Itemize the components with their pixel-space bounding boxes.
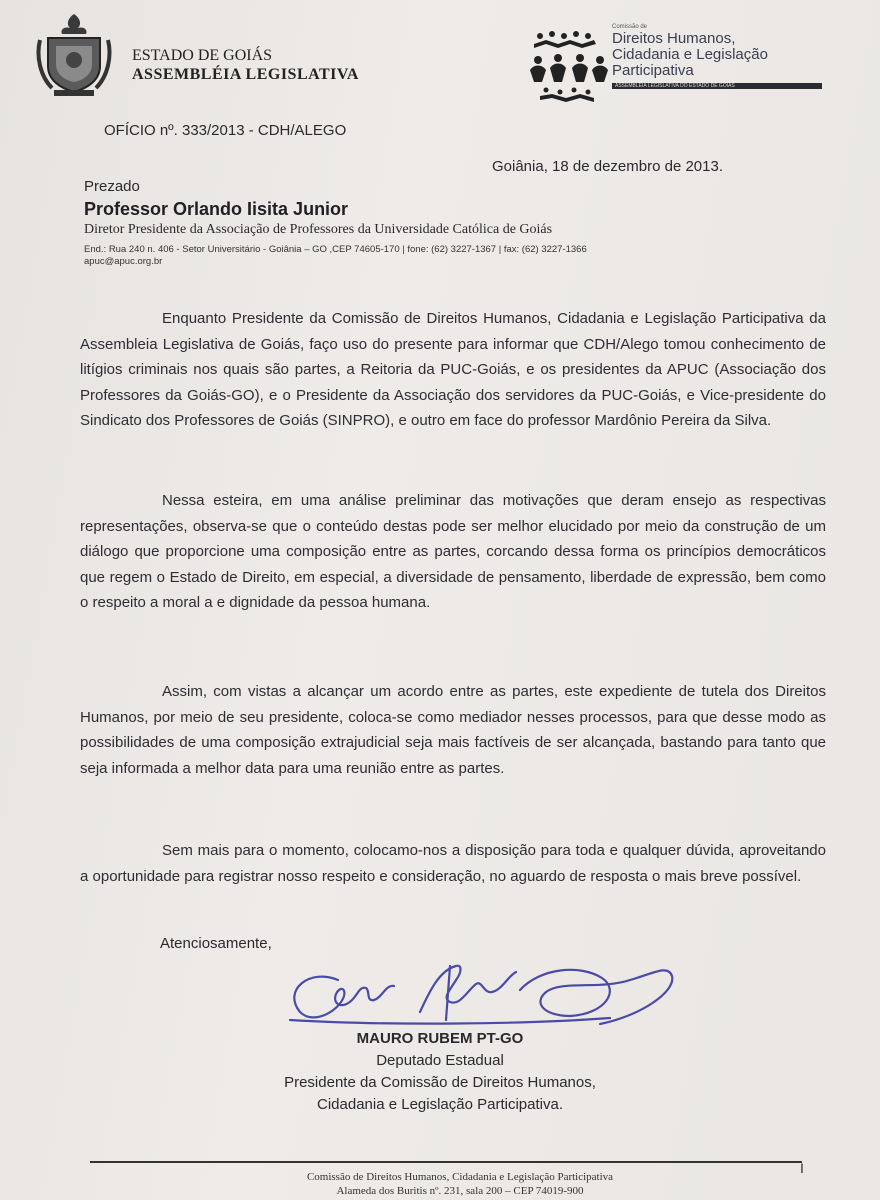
commission-bar: ASSEMBLEIA LEGISLATIVA DO ESTADO DE GOIÁS	[612, 83, 822, 89]
letter-paragraph-1	[80, 306, 826, 434]
addressee-position: Diretor Presidente da Associação de Professores da Universidade Católica de Goiás	[84, 222, 553, 237]
paragraph-text: Nessa esteira, em uma análise preliminar das motivações que deram ensejo as respectivas representações, observa-se que o conteúdo destas pode ser melhor elucidado por meio da construção de um diálogo que proporcione uma composição entre as partes, corcando dessa forma os princípios democráticos que regem o Estado de Direito, em especial, a diversidade de pensamento, liberdade de expressão, bem como o respeito a moral a e dignidade da pessoa humana.	[80, 492, 826, 611]
signatory-name: MAURO RUBEM PT-GO	[356, 1030, 524, 1047]
commission-people-logo-icon	[526, 26, 616, 104]
footer-line-1: Comissão de Direitos Humanos, Cidadania e Legislação Participativa	[306, 1171, 614, 1183]
footer-line-2: Alameda dos Buritis nº. 231, sala 200 – CEP 74019-900	[336, 1185, 584, 1197]
paragraph-text: Sem mais para o momento, colocamo-nos a disposição para toda e qualquer dúvida, aproveitando a oportunidade para registrar nosso respeito e consideração, no aguardo de resposta o mais breve possível.	[80, 842, 826, 885]
commission-small-label: Comissão de	[612, 24, 648, 30]
commission-header	[612, 24, 822, 89]
state-header	[132, 46, 359, 84]
commission-title-line-2: Cidadania e Legislação	[612, 46, 768, 63]
address-line: End.: Rua 240 n. 406 - Setor Universitário - Goiânia – GO ,CEP 74605-170 | fone: (62) 3227-1367 | fax: (62) 3227-1366	[84, 244, 587, 255]
closing-remark: Atenciosamente,	[160, 935, 272, 952]
goias-coat-of-arms-icon	[34, 10, 114, 100]
footer-mark: I	[800, 1160, 804, 1176]
addressee-address	[84, 244, 784, 268]
letter-footer	[150, 1170, 770, 1198]
address-email: apuc@apuc.org.br	[84, 256, 163, 267]
footer-divider	[90, 1161, 802, 1163]
letter-paragraph-4	[80, 838, 826, 889]
letter-reference: OFÍCIO nº. 333/2013 - CDH/ALEGO	[104, 122, 347, 139]
signature-block	[230, 1028, 650, 1116]
commission-title-line-3: Participativa	[612, 62, 694, 79]
state-name: ESTADO DE GOIÁS	[132, 47, 273, 64]
signatory-role-line-2: Cidadania e Legislação Participativa.	[317, 1096, 563, 1113]
letter-date: Goiânia, 18 de dezembro de 2013.	[492, 158, 723, 175]
paragraph-text: Assim, com vistas a alcançar um acordo entre as partes, este expediente de tutela dos Direitos Humanos, por meio de seu presidente, coloca-se como mediador nesses processos, para que desse modo as possibilidades de uma composição extrajudicial seja mais factíveis de ser alcançada, bastando para tanto que seja informada a melhor data para uma reunião entre as partes.	[80, 683, 826, 777]
salutation: Prezado	[84, 178, 140, 195]
addressee-name: Professor Orlando Iisita Junior	[84, 199, 349, 219]
letter-paragraph-2	[80, 488, 826, 616]
paragraph-text: Enquanto Presidente da Comissão de Direitos Humanos, Cidadania e Legislação Participativa da Assembleia Legislativa de Goiás, faço uso do presente para informar que CDH/Alego tomou conhecimento de litígios criminais nos quais são partes, a Reitoria da PUC-Goiás, e os presidentes da APUC (Associação dos Professores da Goiás-GO), e o Presidente da Associação dos servidores da PUC-Goiás, e Vice-presidente do Sindicato dos Professores de Goiás (SINPRO), e outro em face do professor Mardônio Pereira da Silva.	[80, 310, 826, 429]
letter-paragraph-3	[80, 679, 826, 781]
assembly-name: ASSEMBLÉIA LEGISLATIVA	[132, 66, 359, 83]
signatory-role-line-1: Presidente da Comissão de Direitos Humanos,	[284, 1074, 596, 1091]
commission-title-line-1: Direitos Humanos,	[612, 30, 736, 47]
signatory-title: Deputado Estadual	[376, 1052, 504, 1069]
